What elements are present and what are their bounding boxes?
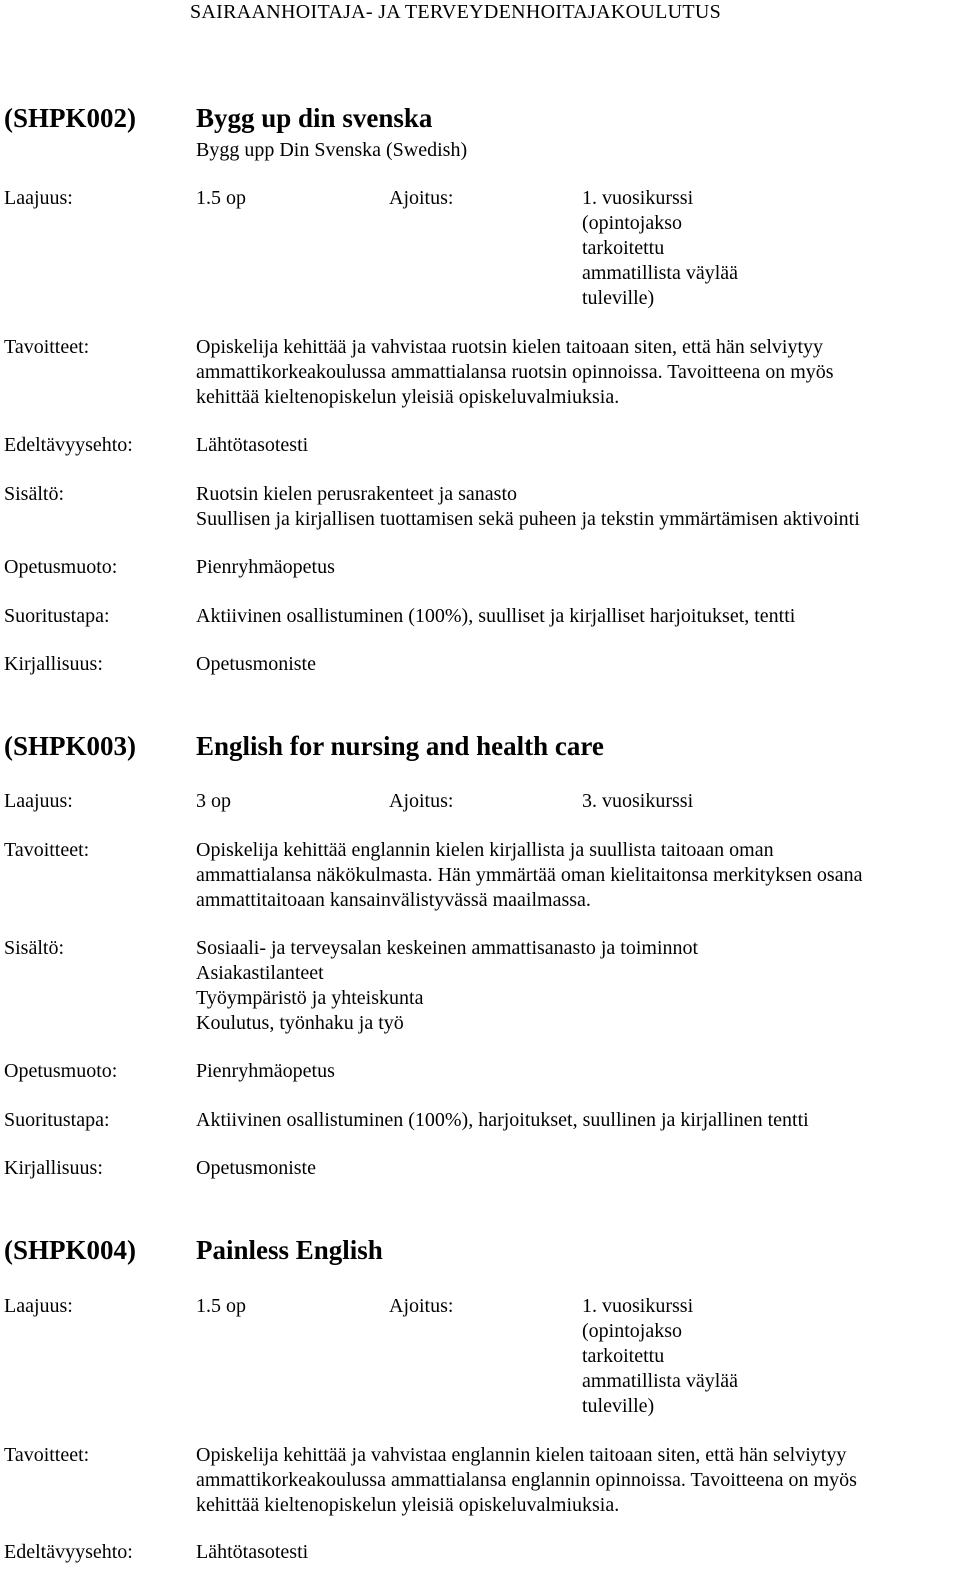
- tavoitteet-value: [196, 838, 956, 913]
- tavoitteet-line: ammattikorkeakoulussa ammattialansa ruotsin opinnoissa. Tavoitteena on myös: [196, 361, 834, 383]
- sisalto-line: Ruotsin kielen perusrakenteet ja sanasto: [196, 483, 518, 505]
- kirjallisuus-value: Opetusmoniste: [196, 1157, 316, 1179]
- ajoitus-value: [582, 789, 772, 814]
- laajuus-value: 1.5 op: [196, 1295, 246, 1317]
- tavoitteet-value: [196, 335, 956, 410]
- sisalto-line: Työympäristö ja yhteiskunta: [196, 987, 424, 1009]
- sisalto-value: [196, 936, 956, 1036]
- sisalto-line: Koulutus, työnhaku ja työ: [196, 1012, 404, 1034]
- sisalto-line: Suullisen ja kirjallisen tuottamisen sekä puheen ja tekstin ymmärtämisen aktivointi: [196, 508, 860, 530]
- edeltavyysehto-value: Lähtötasotesti: [196, 434, 309, 456]
- ajoitus-value: [582, 1294, 772, 1419]
- laajuus-label: Laajuus:: [4, 790, 73, 812]
- suoritustapa-label: Suoritustapa:: [4, 1109, 110, 1131]
- opetusmuoto-label: Opetusmuoto:: [4, 556, 118, 578]
- tavoitteet-label: Tavoitteet:: [4, 1444, 90, 1466]
- tavoitteet-line: ammattikorkeakoulussa ammattialansa englannin opinnoissa. Tavoitteena on myös: [196, 1469, 857, 1491]
- tavoitteet-line: Opiskelija kehittää englannin kielen kirjallista ja suullista taitoaan oman: [196, 839, 774, 861]
- sisalto-value: [196, 482, 956, 532]
- tavoitteet-line: ammattialansa näkökulmasta. Hän ymmärtää oman kielitaitonsa merkityksen osana: [196, 864, 863, 886]
- course-subtitle: Bygg upp Din Svenska (Swedish): [196, 139, 468, 161]
- page-header: SAIRAANHOITAJA- JA TERVEYDENHOITAJAKOULUTUS: [190, 1, 722, 23]
- ajoitus-label: Ajoitus:: [389, 1295, 454, 1317]
- tavoitteet-label: Tavoitteet:: [4, 839, 90, 861]
- ajoitus-line: tarkoitettu: [582, 237, 665, 259]
- kirjallisuus-value: Opetusmoniste: [196, 653, 316, 675]
- laajuus-value: 1.5 op: [196, 187, 246, 209]
- suoritustapa-label: Suoritustapa:: [4, 605, 110, 627]
- course-code: (SHPK002): [4, 103, 136, 133]
- tavoitteet-line: Opiskelija kehittää ja vahvistaa ruotsin kielen taitoaan siten, että hän selviytyy: [196, 336, 824, 358]
- ajoitus-line: (opintojakso: [582, 1320, 682, 1342]
- sisalto-label: Sisältö:: [4, 483, 65, 505]
- ajoitus-label: Ajoitus:: [389, 187, 454, 209]
- suoritustapa-value: Aktiivinen osallistuminen (100%), suulliset ja kirjalliset harjoitukset, tentti: [196, 605, 796, 627]
- ajoitus-line: ammatillista väylää: [582, 1370, 739, 1392]
- sisalto-line: Sosiaali- ja terveysalan keskeinen ammattisanasto ja toiminnot: [196, 937, 699, 959]
- course-title: Bygg up din svenska: [196, 103, 433, 133]
- tavoitteet-label: Tavoitteet:: [4, 336, 90, 358]
- edeltavyysehto-label: Edeltävyysehto:: [4, 434, 133, 456]
- ajoitus-line: tarkoitettu: [582, 1345, 665, 1367]
- ajoitus-line: 3. vuosikurssi: [582, 790, 694, 812]
- course-title: Painless English: [196, 1235, 383, 1265]
- ajoitus-line: 1. vuosikurssi: [582, 1295, 694, 1317]
- edeltavyysehto-label: Edeltävyysehto:: [4, 1541, 133, 1563]
- opetusmuoto-value: Pienryhmäopetus: [196, 1060, 335, 1082]
- course-code: (SHPK004): [4, 1235, 136, 1265]
- kirjallisuus-label: Kirjallisuus:: [4, 653, 103, 675]
- ajoitus-label: Ajoitus:: [389, 790, 454, 812]
- course-title: English for nursing and health care: [196, 731, 604, 761]
- course-code: (SHPK003): [4, 731, 136, 761]
- ajoitus-value: [582, 186, 772, 311]
- opetusmuoto-label: Opetusmuoto:: [4, 1060, 118, 1082]
- tavoitteet-line: Opiskelija kehittää ja vahvistaa englannin kielen taitoaan siten, että hän selviytyy: [196, 1444, 847, 1466]
- suoritustapa-value: Aktiivinen osallistuminen (100%), harjoitukset, suullinen ja kirjallinen tentti: [196, 1109, 809, 1131]
- laajuus-label: Laajuus:: [4, 187, 73, 209]
- kirjallisuus-label: Kirjallisuus:: [4, 1157, 103, 1179]
- ajoitus-line: (opintojakso: [582, 212, 682, 234]
- sisalto-label: Sisältö:: [4, 937, 65, 959]
- edeltavyysehto-value: Lähtötasotesti: [196, 1541, 309, 1563]
- opetusmuoto-value: Pienryhmäopetus: [196, 556, 335, 578]
- laajuus-value: 3 op: [196, 790, 231, 812]
- ajoitus-line: tuleville): [582, 1395, 655, 1417]
- tavoitteet-line: ammattitaitoaan kansainvälistyvässä maailmassa.: [196, 889, 591, 911]
- laajuus-label: Laajuus:: [4, 1295, 73, 1317]
- ajoitus-line: tuleville): [582, 287, 655, 309]
- ajoitus-line: ammatillista väylää: [582, 262, 739, 284]
- ajoitus-line: 1. vuosikurssi: [582, 187, 694, 209]
- tavoitteet-line: kehittää kieltenopiskelun yleisiä opiskeluvalmiuksia.: [196, 386, 620, 408]
- tavoitteet-line: kehittää kieltenopiskelun yleisiä opiskeluvalmiuksia.: [196, 1494, 620, 1516]
- sisalto-line: Asiakastilanteet: [196, 962, 324, 984]
- tavoitteet-value: [196, 1443, 956, 1518]
